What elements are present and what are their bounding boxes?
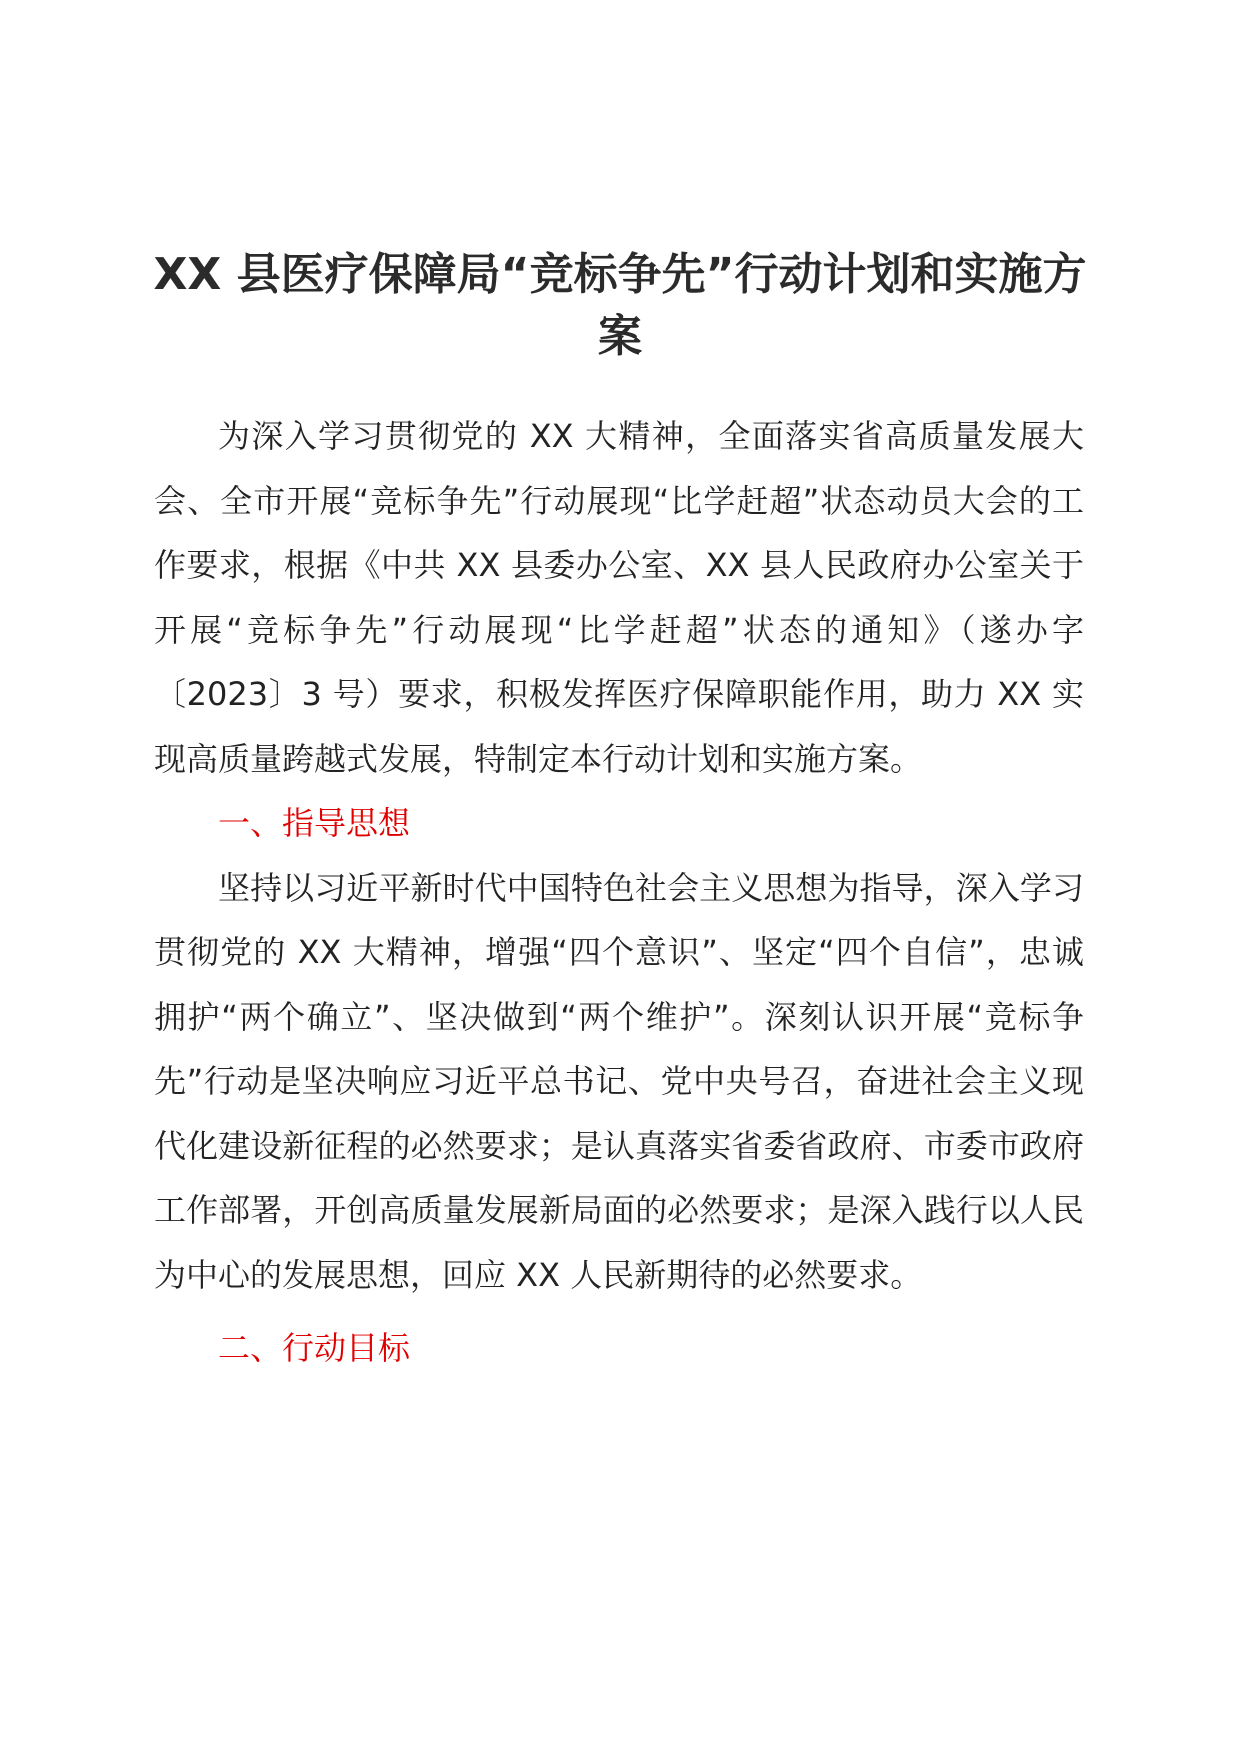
document-title: XX 县医疗保障局“竞标争先”行动计划和实施方案 (153, 249, 1087, 362)
guiding-ideology-paragraph: 坚持以习近平新时代中国特色社会主义思想为指导，深入学习贯彻党的 XX 大精神，增强“四个意识”、坚定“四个自信”，忠诚拥护“两个确立”、坚决做到“两个维护”。深刻认识开展“竞标争先”行动是坚决响应习近平总书记、党中央号召，奋进社会主义现代化建设新征程的必然要求；是认真落实省委省政府、市委市政府工作部署，开创高质量发展新局面的必然要求；是深入践行以人民为中心的发展思想，回应 XX 人民新期待的必然要求。 (154, 868, 1084, 1294)
section-heading-action-goals: 二、行动目标 (218, 1329, 411, 1367)
document-body (154, 404, 1084, 1381)
section-heading-guiding-ideology: 一、指导思想 (218, 804, 411, 842)
intro-paragraph: 为深入学习贯彻党的 XX 大精神，全面落实省高质量发展大会、全市开展“竞标争先”行动展现“比学赶超”状态动员大会的工作要求，根据《中共 XX 县委办公室、XX 县人民政府办公室关于开展“竞标争先”行动展现“比学赶超”状态的通知》（遂办字〔2023〕3 号）要求，积极发挥医疗保障职能作用，助力 XX 实现高质量跨越式发展，特制定本行动计划和实施方案。 (154, 417, 1084, 778)
